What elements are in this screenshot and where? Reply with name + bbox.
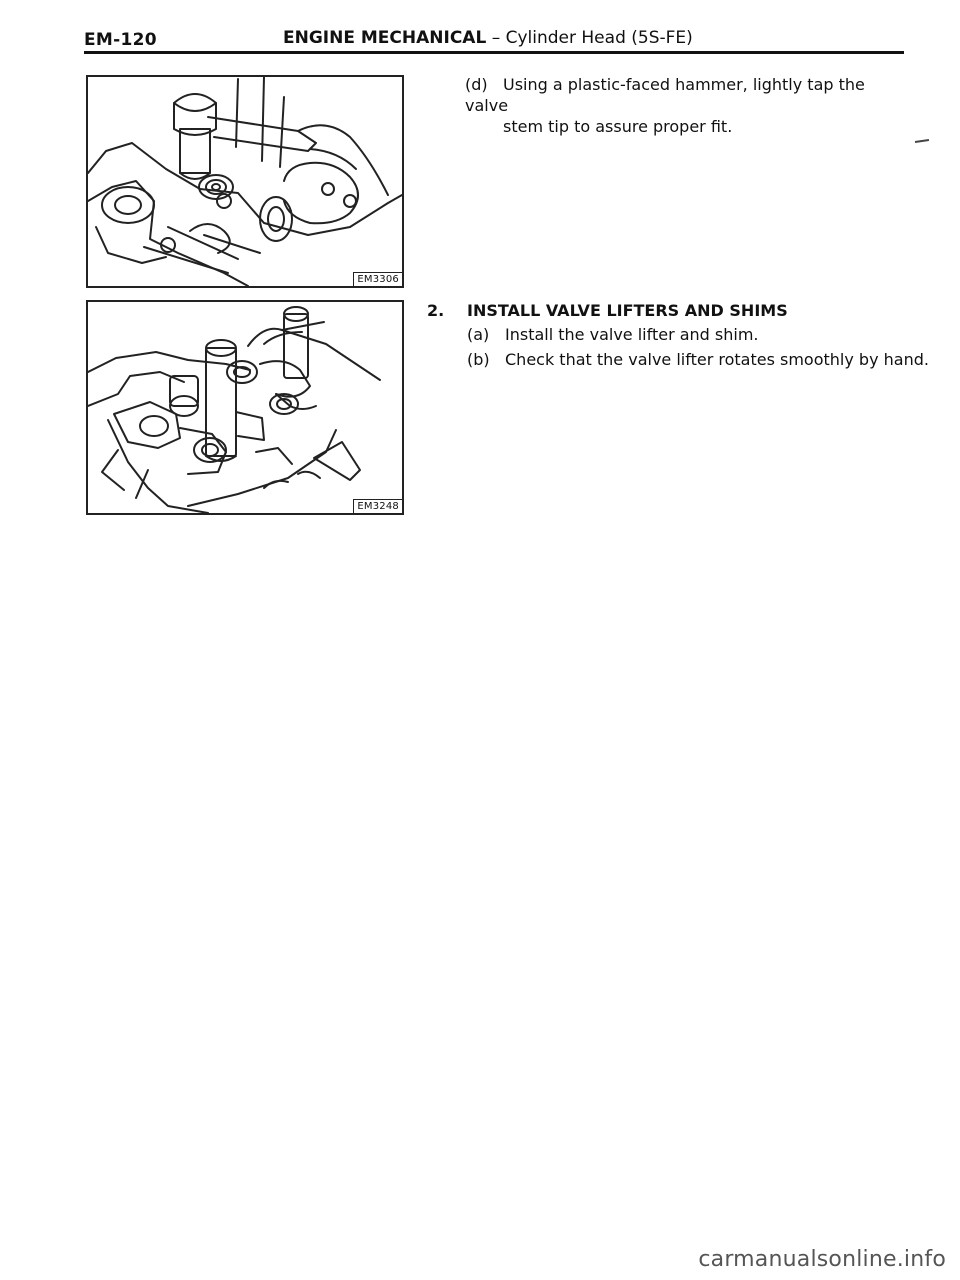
- header-rule: [84, 51, 904, 54]
- step-text-line2: stem tip to assure proper fit.: [503, 117, 733, 136]
- footer-watermark[interactable]: carmanualsonline.info: [698, 1247, 946, 1272]
- section-heading-text: INSTALL VALVE LIFTERS AND SHIMS: [467, 301, 788, 320]
- page-title: [283, 28, 693, 48]
- page-number: EM-120: [84, 30, 157, 50]
- section-subtitle: Cylinder Head (5S-FE): [505, 28, 693, 48]
- title-separator: –: [486, 28, 506, 48]
- tick-mark: [915, 139, 929, 143]
- hand-installing-valve-lifter-illustration: [88, 302, 402, 513]
- figure-install-lifter: [86, 300, 404, 515]
- section-title: ENGINE MECHANICAL: [283, 28, 487, 48]
- step-b: [467, 349, 929, 370]
- section-number: 2.: [427, 301, 445, 320]
- step-label: (d): [465, 75, 488, 94]
- figure-code: EM3248: [353, 499, 402, 513]
- step-label: (b): [467, 350, 490, 369]
- figure-code: EM3306: [353, 272, 402, 286]
- step-a: [467, 324, 759, 345]
- hammer-tapping-valve-illustration: [88, 77, 402, 286]
- step-text: Install the valve lifter and shim.: [505, 325, 759, 344]
- figure-hammer-tap: [86, 75, 404, 288]
- step-text: Check that the valve lifter rotates smoothly by hand.: [505, 350, 929, 369]
- section-heading: [427, 300, 788, 321]
- step-d: [465, 74, 905, 137]
- step-label: (a): [467, 325, 490, 344]
- step-text-line1: Using a plastic-faced hammer, lightly tap the valve: [465, 75, 865, 115]
